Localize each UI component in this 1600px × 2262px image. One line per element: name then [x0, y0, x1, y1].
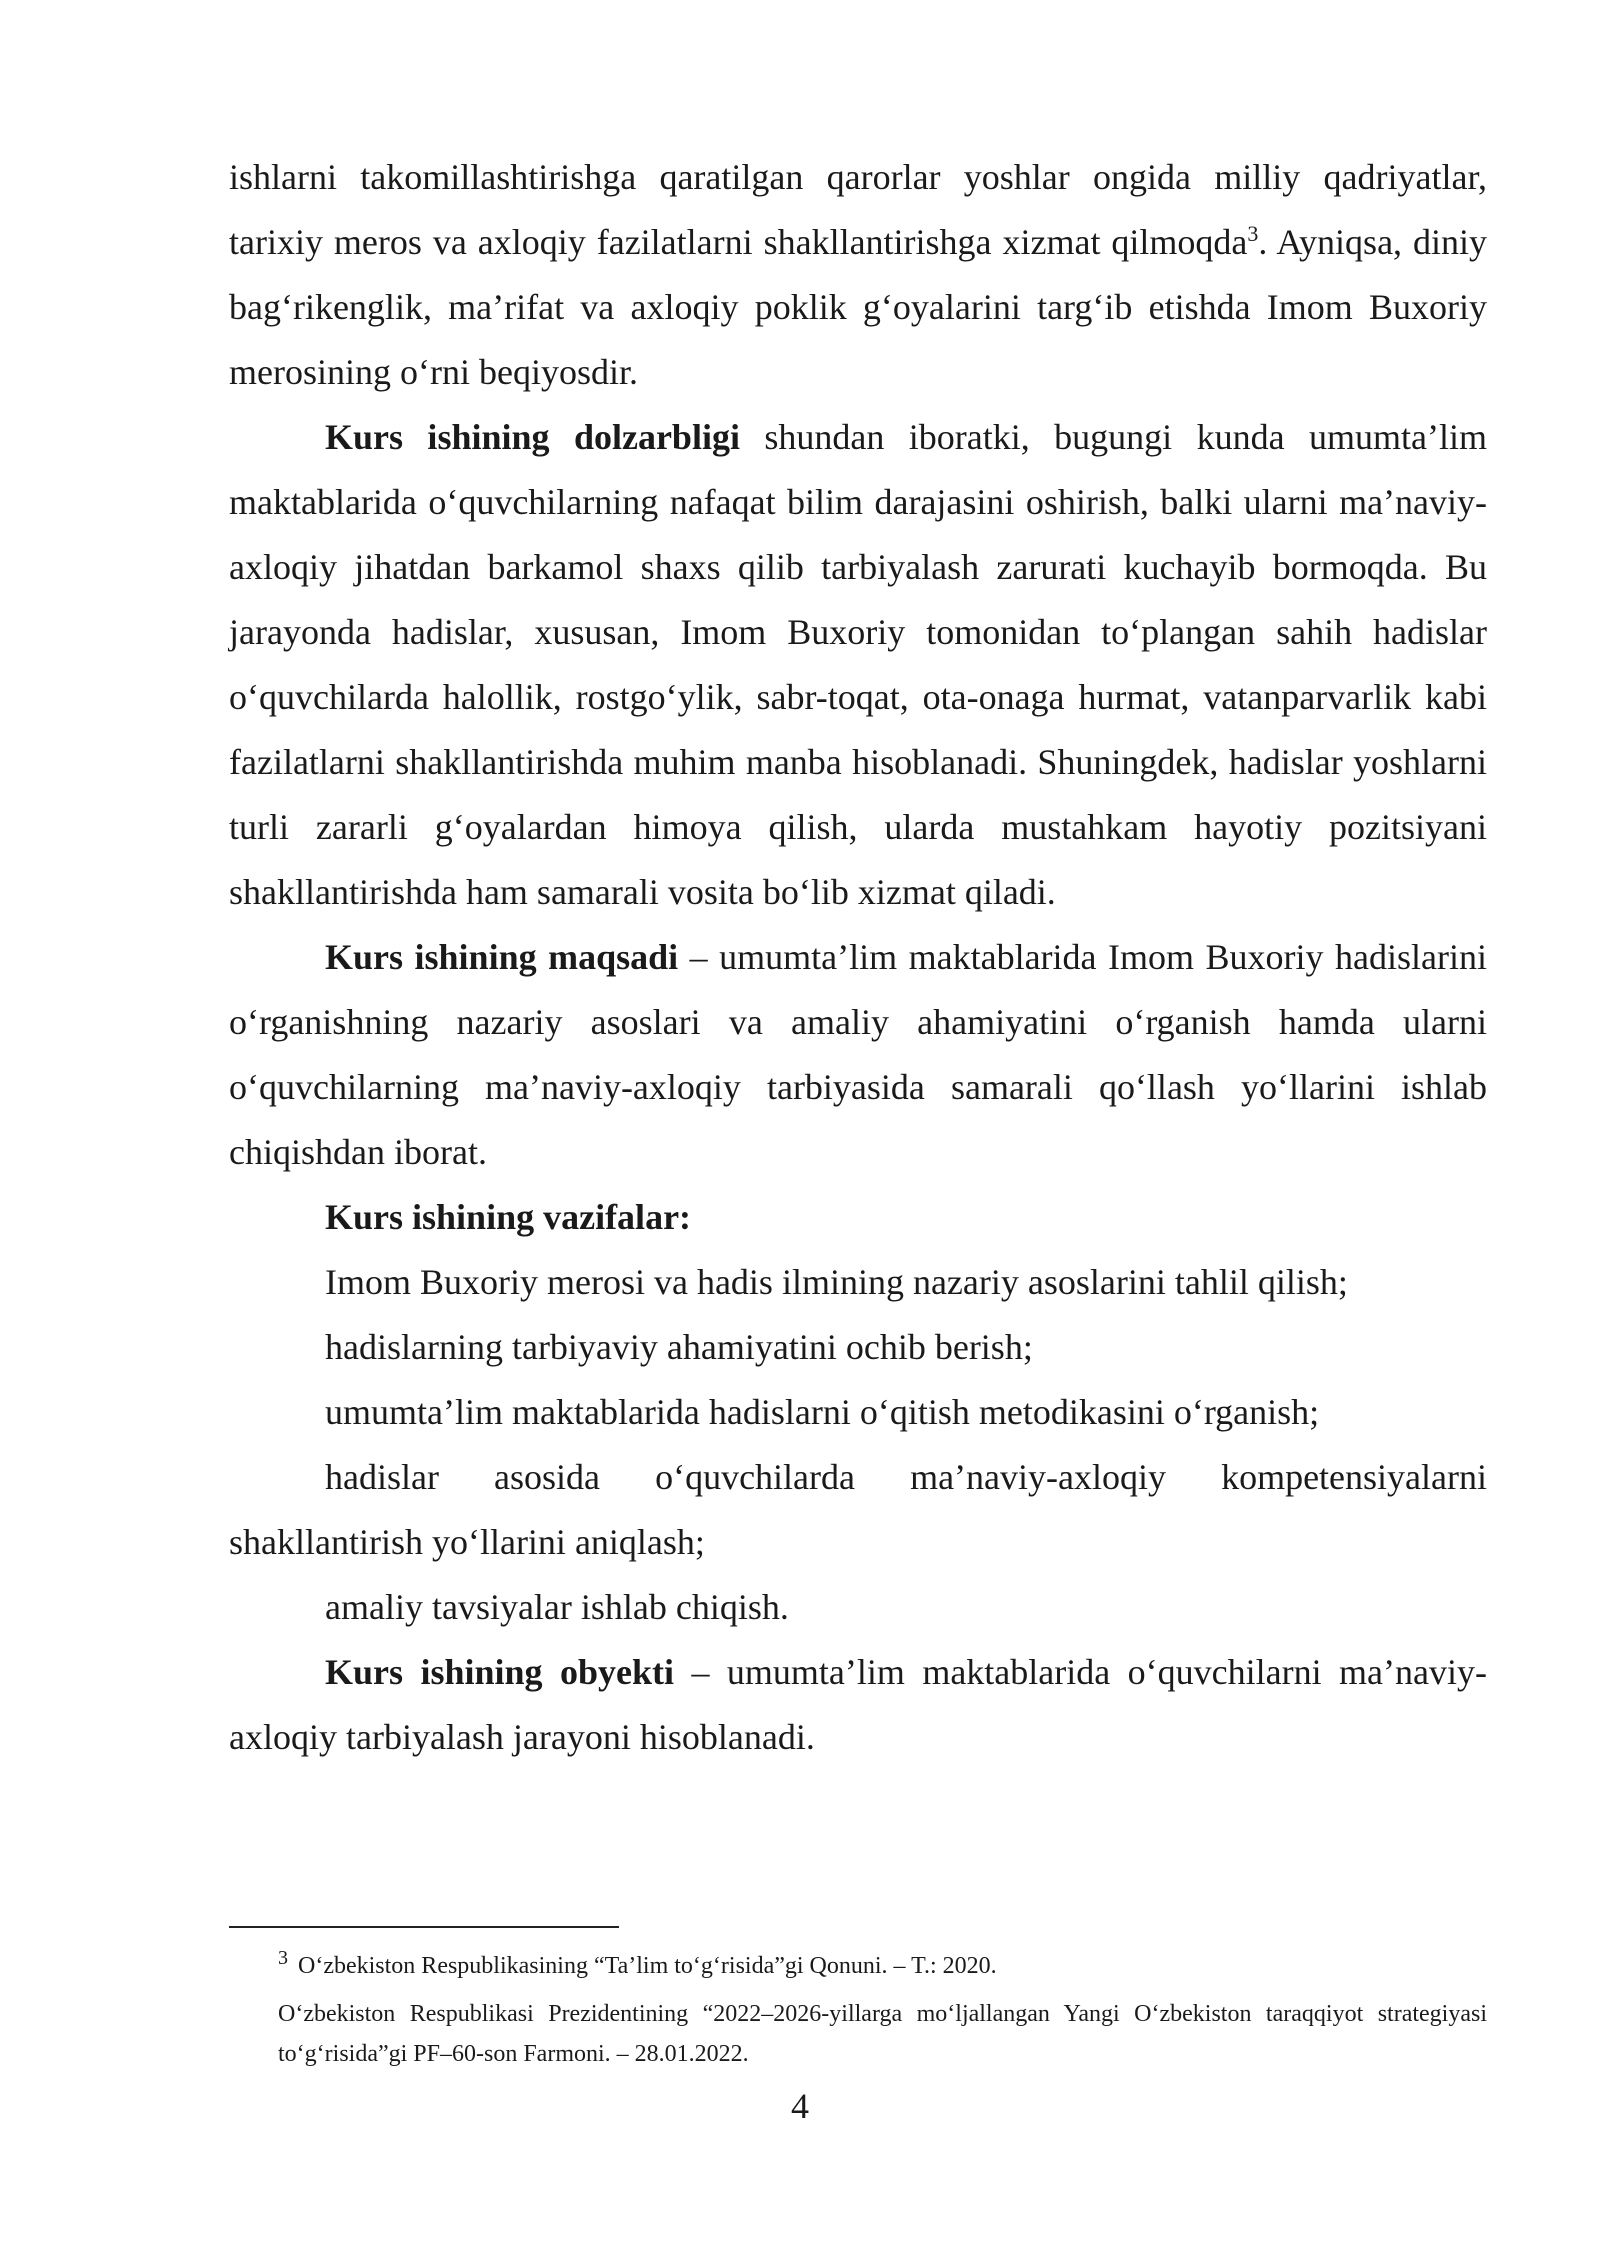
section-heading-relevance: Kurs ishining dolzarbligi: [325, 417, 740, 457]
section-heading-goal: Kurs ishining maqsadi: [325, 937, 679, 977]
footnote-text: O‘zbekiston Respublikasi Prezidentining “2022–2026-yillarga mo‘ljallangan Yangi O‘zbekiston taraqqiyot strategiyasi to‘g‘risida”gi PF–60-son Farmoni. – 28.01.2022.: [278, 2001, 1487, 2067]
task-item: amaliy tavsiyalar ishlab chiqish.: [325, 1587, 789, 1627]
footnote-marker: 3: [278, 1947, 288, 1969]
paragraph-tasks-heading: [229, 1185, 1487, 1250]
task-item: Imom Buxoriy merosi va hadis ilmining nazariy asoslarini tahlil qilish;: [325, 1262, 1348, 1302]
footnote-item: [278, 1994, 1487, 2074]
section-heading-object: Kurs ishining obyekti: [325, 1652, 674, 1692]
body-text: [229, 145, 1487, 1770]
paragraph-intro-continuation: [229, 145, 1487, 405]
footnote-separator: [229, 1926, 619, 1928]
footnote-reference[interactable]: 3: [1247, 221, 1259, 246]
page-number: 4: [791, 2086, 809, 2126]
paragraph-text: – umumta’lim maktablarida Imom Buxoriy hadislarini o‘rganishning nazariy asoslari va amaliy ahamiyatini o‘rganish hamda ularni o‘quvchilarning ma’naviy-axloqiy tarbiyasida samarali qo‘llash yo‘llarini ishlab chiqishdan iborat.: [229, 937, 1487, 1172]
footnote-item: [278, 1946, 1487, 1986]
paragraph-goal: [229, 925, 1487, 1185]
paragraph-object: [229, 1640, 1487, 1770]
section-heading-tasks: Kurs ishining vazifalar:: [325, 1197, 692, 1237]
paragraph-text: – umumta’lim maktablarida o‘quvchilarni ma’naviy-axloqiy tarbiyalash jarayoni hisoblanadi.: [229, 1652, 1487, 1757]
task-item: umumta’lim maktablarida hadislarni o‘qitish metodikasini o‘rganish;: [325, 1392, 1320, 1432]
paragraph-relevance: [229, 405, 1487, 925]
task-item: hadislarning tarbiyaviy ahamiyatini ochib berish;: [325, 1327, 1033, 1367]
footnotes: [278, 1946, 1487, 2082]
paragraph-text: shundan iboratki, bugungi kunda umumta’lim maktablarida o‘quvchilarning nafaqat bilim darajasini oshirish, balki ularni ma’naviy-axloqiy jihatdan barkamol shaxs qilib tarbiyalash zarurati kuchayib bormoqda. Bu jarayonda hadislar, xususan, Imom Buxoriy tomonidan to‘plangan sahih hadislar o‘quvchilarda halollik, rostgo‘ylik, sabr-toqat, ota-onaga hurmat, vatanparvarlik kabi fazilatlarni shakllantirishda muhim manba hisoblanadi. Shuningdek, hadislar yoshlarni turli zararli g‘oyalardan himoya qilish, ularda mustahkam hayotiy pozitsiyani shakllantirishda ham samarali vosita bo‘lib xizmat qiladi.: [229, 417, 1487, 912]
task-item: hadislar asosida o‘quvchilarda ma’naviy-axloqiy kompetensiyalarni shakllantirish yo‘llarini aniqlash;: [229, 1457, 1487, 1562]
paragraph-text: . Ayniqsa, diniy bag‘rikenglik, ma’rifat va axloqiy poklik g‘oyalarini targ‘ib etishda Imom Buxoriy merosining o‘rni beqiyosdir.: [229, 222, 1487, 392]
paragraph-text: ishlarni takomillashtirishga qaratilgan qarorlar yoshlar ongida milliy qadriyatlar, tarixiy meros va axloqiy fazilatlarni shakllantirishga xizmat qilmoqda: [229, 157, 1487, 262]
footnote-text: O‘zbekiston Respublikasining “Ta’lim to‘g‘risida”gi Qonuni. – T.: 2020.: [298, 1953, 997, 1979]
